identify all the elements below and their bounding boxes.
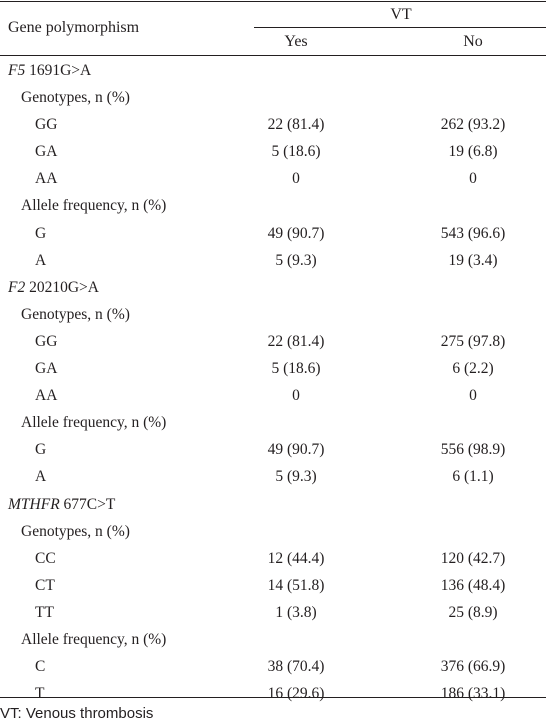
table-row [0, 545, 546, 572]
subheading-label: Genotypes, n (%) [21, 305, 130, 323]
cell-yes: 14 (51.8) [267, 576, 325, 594]
vt-group-rule [254, 27, 546, 28]
table-footnote: VT: Venous thrombosis [0, 705, 154, 722]
cell-yes: 49 (90.7) [267, 224, 325, 242]
cell-yes: 12 (44.4) [267, 549, 325, 567]
table-row [0, 328, 546, 355]
table-row [0, 572, 546, 599]
subheading-label: Genotypes, n (%) [21, 522, 130, 540]
variant-name: 1691G>A [25, 62, 92, 79]
column-group-header-vt: VT [390, 6, 412, 23]
gene-label [8, 495, 115, 515]
table-row [0, 382, 546, 409]
subheading-row [0, 84, 546, 111]
table-row [0, 220, 546, 247]
header-bottom-rule [0, 55, 546, 56]
cell-yes: 5 (9.3) [275, 251, 317, 269]
row-label: G [35, 441, 47, 459]
row-label: AA [35, 387, 58, 405]
cell-yes: 5 (18.6) [271, 360, 321, 378]
cell-no: 19 (6.8) [448, 143, 498, 161]
gene-name: F2 [8, 278, 26, 296]
subheading-row [0, 518, 546, 545]
table-bottom-rule [0, 697, 546, 698]
table-row [0, 463, 546, 490]
table-top-rule [0, 1, 546, 2]
cell-no: 543 (96.6) [440, 224, 506, 242]
cell-no: 25 (8.9) [448, 603, 498, 621]
cell-yes: 38 (70.4) [267, 658, 325, 676]
table-row [0, 111, 546, 138]
subheading-row [0, 301, 546, 328]
cell-no: 120 (42.7) [440, 549, 506, 567]
gene-name: MTHFR [8, 495, 60, 513]
row-label: GG [35, 332, 58, 350]
cell-yes: 22 (81.4) [267, 332, 325, 350]
cell-no: 136 (48.4) [440, 576, 506, 594]
row-label: A [35, 251, 47, 269]
cell-no: 0 [469, 170, 477, 188]
row-label: C [35, 658, 46, 676]
cell-yes: 16 (29.6) [267, 685, 325, 703]
subheading-label: Allele frequency, n (%) [21, 630, 167, 648]
table-row [0, 355, 546, 382]
table-row [0, 138, 546, 165]
subheading-label: Allele frequency, n (%) [21, 414, 167, 432]
row-label: A [35, 468, 47, 486]
gene-section-row [0, 491, 546, 518]
subheading-row [0, 192, 546, 219]
row-label: GA [35, 143, 58, 161]
column-header-gene-polymorphism: Gene polymorphism [8, 19, 140, 36]
table-row [0, 436, 546, 463]
row-label: G [35, 224, 47, 242]
cell-no: 556 (98.9) [440, 441, 506, 459]
row-label: TT [35, 603, 54, 621]
gene-name: F5 [8, 62, 26, 79]
column-header-no: No [463, 33, 483, 50]
cell-no: 6 (1.1) [452, 468, 494, 486]
cell-yes: 5 (18.6) [271, 143, 321, 161]
cell-no: 19 (3.4) [448, 251, 498, 269]
table-row [0, 165, 546, 192]
row-label: GA [35, 360, 58, 378]
cell-no: 0 [469, 387, 477, 405]
cell-no: 275 (97.8) [440, 332, 506, 350]
cell-no: 186 (33.1) [440, 685, 506, 703]
cell-no: 376 (66.9) [440, 658, 506, 676]
cell-yes: 22 (81.4) [267, 116, 325, 134]
subheading-label: Genotypes, n (%) [21, 89, 130, 107]
table-row [0, 653, 546, 680]
variant-name: 677C>T [59, 495, 116, 513]
gene-section-row [0, 274, 546, 301]
cell-yes: 5 (9.3) [275, 468, 317, 486]
row-label: T [35, 685, 45, 703]
table-row [0, 247, 546, 274]
gene-label [8, 61, 91, 81]
cell-yes: 0 [292, 387, 300, 405]
table-row [0, 599, 546, 626]
row-label: AA [35, 170, 58, 188]
table-body [0, 57, 546, 707]
gene-section-row [0, 57, 546, 84]
cell-no: 6 (2.2) [452, 360, 494, 378]
subheading-row [0, 409, 546, 436]
cell-yes: 0 [292, 170, 300, 188]
subheading-label: Allele frequency, n (%) [21, 197, 167, 215]
row-label: CC [35, 549, 56, 567]
cell-no: 262 (93.2) [440, 116, 506, 134]
cell-yes: 49 (90.7) [267, 441, 325, 459]
row-label: CT [35, 576, 55, 594]
column-header-yes: Yes [284, 33, 308, 50]
gene-label [8, 278, 99, 298]
cell-yes: 1 (3.8) [275, 603, 317, 621]
variant-name: 20210G>A [25, 278, 99, 296]
subheading-row [0, 626, 546, 653]
row-label: GG [35, 116, 58, 134]
